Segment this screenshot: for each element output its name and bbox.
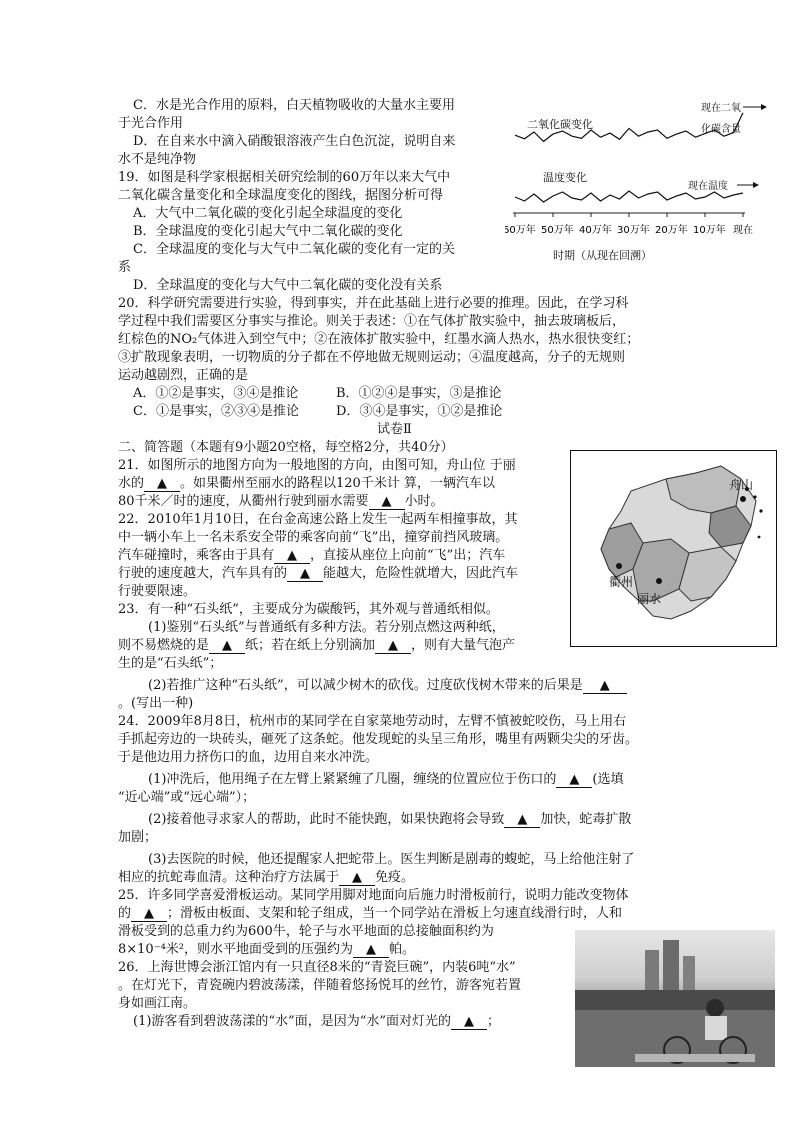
person-head (706, 999, 724, 1017)
label-lishui: 丽水 (637, 592, 662, 606)
q23-line1: 23．有一种“石头纸”，主要成分为碳酸钙，其外观与普通纸相似。 (118, 602, 499, 617)
q19-option-a: A．大气中二氧化碳的变化引起全球温度的变化 (133, 206, 403, 221)
q25-line4: 8×10⁻⁴米²，则水平地面受到的压强约为 ▲ 帕。 (118, 942, 416, 957)
q24-sub1-line1: (1)冲洗后，他用绳子在左臂上紧紧缠了几圈，缠绕的位置应位于伤口的 ▲ (选填 (148, 772, 624, 787)
answer-blank[interactable]: ▲ (583, 678, 627, 694)
q20-stem-line2: 学过程中我们需要区分事实与推论。则关于表述：①在气体扩散实验中，抽去玻璃板后， (118, 314, 626, 329)
answer-blank[interactable]: ▲ (556, 772, 592, 788)
q26-sub1: (1)游客看到碧波荡漾的“水”面，是因为“水”面对灯光的 ▲ ； (133, 1014, 501, 1029)
q26-line1: 26．上海世博会浙江馆内有一只直径8米的“青瓷巨碗”，内装6吨“水” (118, 960, 516, 975)
q24-sub2-line2: 加剧； (118, 830, 158, 845)
q20-stem-line4: ③扩散现象表明，一切物质的分子都在不停地做无规则运动；④温度越高，分子的无规则 (118, 350, 626, 365)
q20-stem-line5: 运动越剧烈，正确的是 (118, 368, 249, 383)
arrow-co2-head (761, 104, 767, 110)
answer-blank[interactable]: ▲ (353, 942, 389, 958)
label-zhoushan: 舟山 (729, 478, 754, 492)
q21-line1: 21．如图所示的地图方向为一般地图的方向，由图可知，舟山位 于丽 (118, 458, 516, 473)
answer-blank[interactable]: ▲ (504, 812, 540, 828)
float (635, 1054, 755, 1062)
q24-sub2-line1: (2)接着他寻求家人的帮助，此时不能快跑，如果快跑将会导致 ▲ 加快，蛇毒扩散 (148, 812, 632, 827)
x-tick-label: 30万年 (617, 225, 650, 236)
trees (575, 990, 775, 1010)
q24-sub3-line1: (3)去医院的时候，他还提醒家人把蛇带上。医生判断是剧毒的蝮蛇，马上给他注射了 (148, 852, 635, 867)
q21-line3: 80千米／时的速度，从衢州行驶到丽水需要 ▲ 小时。 (118, 494, 444, 509)
co2-temperature-chart (505, 95, 770, 267)
q19-stem-line1: 19．如图是科学家根据相关研究绘制的60万年以来大气中 (118, 170, 451, 185)
island-dot (758, 536, 761, 539)
answer-blank[interactable]: ▲ (375, 638, 411, 654)
x-axis-title: 时期（从现在回溯） (553, 249, 652, 262)
label-quzhou: 衢州 (609, 575, 634, 589)
annotation-co2: 二氧化碳变化 (527, 118, 593, 131)
annotation-current-co2-line1: 现在二氧 (701, 103, 741, 114)
answer-blank[interactable]: ▲ (369, 494, 405, 510)
q23-sub1-line1: (1)鉴别“石头纸”与普通纸有多种方法。若分别点燃这两种纸， (148, 620, 505, 635)
q18-option-d-line1: D．在自来水中滴入硝酸银溶液产生白色沉淀，说明自来 (133, 134, 456, 149)
annotation-temperature: 温度变化 (543, 171, 587, 184)
q26-line2: 。在灯光下，青瓷碗内碧波荡漾，伴随着悠扬悦耳的丝竹，游客宛若置 (118, 978, 522, 993)
q25-line1: 25．许多同学喜爱滑板运动。某同学用脚对地面向后施力时滑板前行，说明力能改变物体 (118, 888, 629, 903)
q18-option-c-line2: 于光合作用 (118, 116, 184, 131)
answer-blank[interactable]: ▲ (274, 548, 310, 564)
q22-line4: 行驶的速度越大，汽车具有的 ▲ 能越大，危险性就增大，因此汽车 (118, 566, 519, 581)
map-svg (571, 451, 776, 646)
q23-sub2-line2: 。(写出一种) (118, 696, 194, 711)
q19-option-b: B．全球温度的变化引起大气中二氧化碳的变化 (133, 224, 403, 239)
q20-stem-line3: 红棕色的NO₂气体进入到空气中；②在液体扩散实验中，红墨水滴人热水，热水很快变红； (118, 332, 640, 347)
q24-line1: 24．2009年8月8日，杭州市的某同学在自家菜地劳动时，左臂不慎被蛇咬伤，马上用右 (118, 714, 627, 729)
q24-line2: 手抓起旁边的一块砖头，砸死了这条蛇。他发现蛇的头呈三角形，嘴里有两颗尖尖的牙齿。 (118, 732, 639, 747)
bowl-water-photo (575, 930, 775, 1067)
q18-option-c-line1: C．水是光合作用的原料，白天植物吸收的大量水主要用 (133, 98, 455, 113)
x-tick-label: 现在 (733, 225, 753, 236)
q20-option-d: D．③④是事实，①②是推论 (336, 404, 503, 419)
q20-stem-line1: 20．科学研究需要进行实验，得到事实，并在此基础上进行必要的推理。因此，在学习科 (118, 296, 629, 311)
q26-line3: 身如画江南。 (118, 996, 197, 1011)
q18-option-d-line2: 水不是纯净物 (118, 152, 197, 167)
answer-blank[interactable]: ▲ (451, 1014, 487, 1030)
q21-line2: 水的 ▲ 。如果衢州至丽水的路程以120千米计 算，一辆汽车以 (118, 476, 495, 491)
person-body (705, 1016, 727, 1040)
x-ticks-group (505, 213, 753, 236)
x-tick-label: 20万年 (655, 225, 688, 236)
x-tick-label: 40万年 (579, 225, 612, 236)
zhejiang-map (570, 450, 777, 647)
q22-line3: 汽车碰撞时，乘客由于具有 ▲ ，直接从座位上向前“飞”出；汽车 (118, 548, 506, 563)
q24-line3: 于是他边用力挤伤口的血，边用自来水冲洗。 (118, 750, 379, 765)
q19-stem-line2: 二氧化碳含量变化和全球温度变化的图线，据图分析可得 (118, 188, 444, 203)
q24-sub1-line2: “近心端”或“远心端”）； (118, 790, 256, 805)
q20-option-b: B．①②④是事实，③是推论 (336, 386, 502, 401)
q23-sub1-line2: 则不易燃烧的是 ▲ 纸；若在纸上分别滴加 ▲ ，则有大量气泡产 (118, 638, 516, 653)
q22-line2: 中一辆小车上一名未系安全带的乘客向前“飞”出，撞穿前挡风玻璃。 (118, 530, 509, 545)
q20-option-a: A．①②是事实，③④是推论 (133, 386, 299, 401)
annotation-current-co2-line2: 化碳含量 (701, 124, 741, 135)
q23-sub1-line3: 生的是“石头纸”； (118, 656, 223, 671)
arrow-temp-head (753, 182, 759, 188)
annotation-current-temperature: 现在温度 (688, 181, 728, 192)
chart-svg (505, 95, 770, 267)
q22-line5: 行驶要限速。 (118, 584, 197, 599)
zhoushan-marker (740, 496, 746, 502)
island-dot (759, 509, 762, 512)
answer-blank[interactable]: ▲ (339, 870, 375, 886)
q20-option-c: C．①是事实，②③④是推论 (133, 404, 299, 419)
q25-line2: 的 ▲ ；滑板由板面、支架和轮子组成，当一个同学站在滑板上匀速直线滑行时，人和 (118, 906, 623, 921)
q25-line3: 滑板受到的总重力约为600牛，轮子与水平地面的总接触面积约为 (118, 924, 494, 939)
x-tick-label: 50万年 (541, 225, 574, 236)
x-tick-label: 10万年 (693, 225, 726, 236)
q24-sub3-line2: 相应的抗蛇毒血清。这种治疗方法属于 ▲ 免疫。 (118, 870, 415, 885)
answer-blank[interactable]: ▲ (287, 566, 323, 582)
quzhou-marker (616, 563, 622, 569)
q19-option-c-line2: 系 (118, 260, 132, 275)
answer-blank[interactable]: ▲ (131, 906, 167, 922)
x-tick-label: 60万年 (505, 225, 536, 236)
answer-blank[interactable]: ▲ (209, 638, 245, 654)
answer-blank[interactable]: ▲ (144, 476, 180, 492)
paper-ii-title: 试卷Ⅱ (377, 422, 412, 437)
photo-svg (575, 930, 775, 1067)
section-heading: 二、简答题（本题有9小题20空格，每空格2分，共40分） (118, 440, 454, 455)
series-line-temperature (515, 191, 743, 202)
q19-option-d: D．全球温度的变化与大气中二氧化碳的变化没有关系 (133, 278, 443, 293)
q19-option-c-line1: C．全球温度的变化与大气中二氧化碳的变化有一定的关 (133, 242, 455, 257)
q22-line1: 22．2010年1月10日，在台金高速公路上发生一起两车相撞事故，其 (118, 512, 518, 527)
q23-sub2-line1: (2)若推广这种“石头纸”，可以减少树木的砍伐。过度砍伐树木带来的后果是 ▲ (148, 677, 627, 695)
island-dot (753, 495, 756, 498)
lishui-marker (656, 578, 662, 584)
